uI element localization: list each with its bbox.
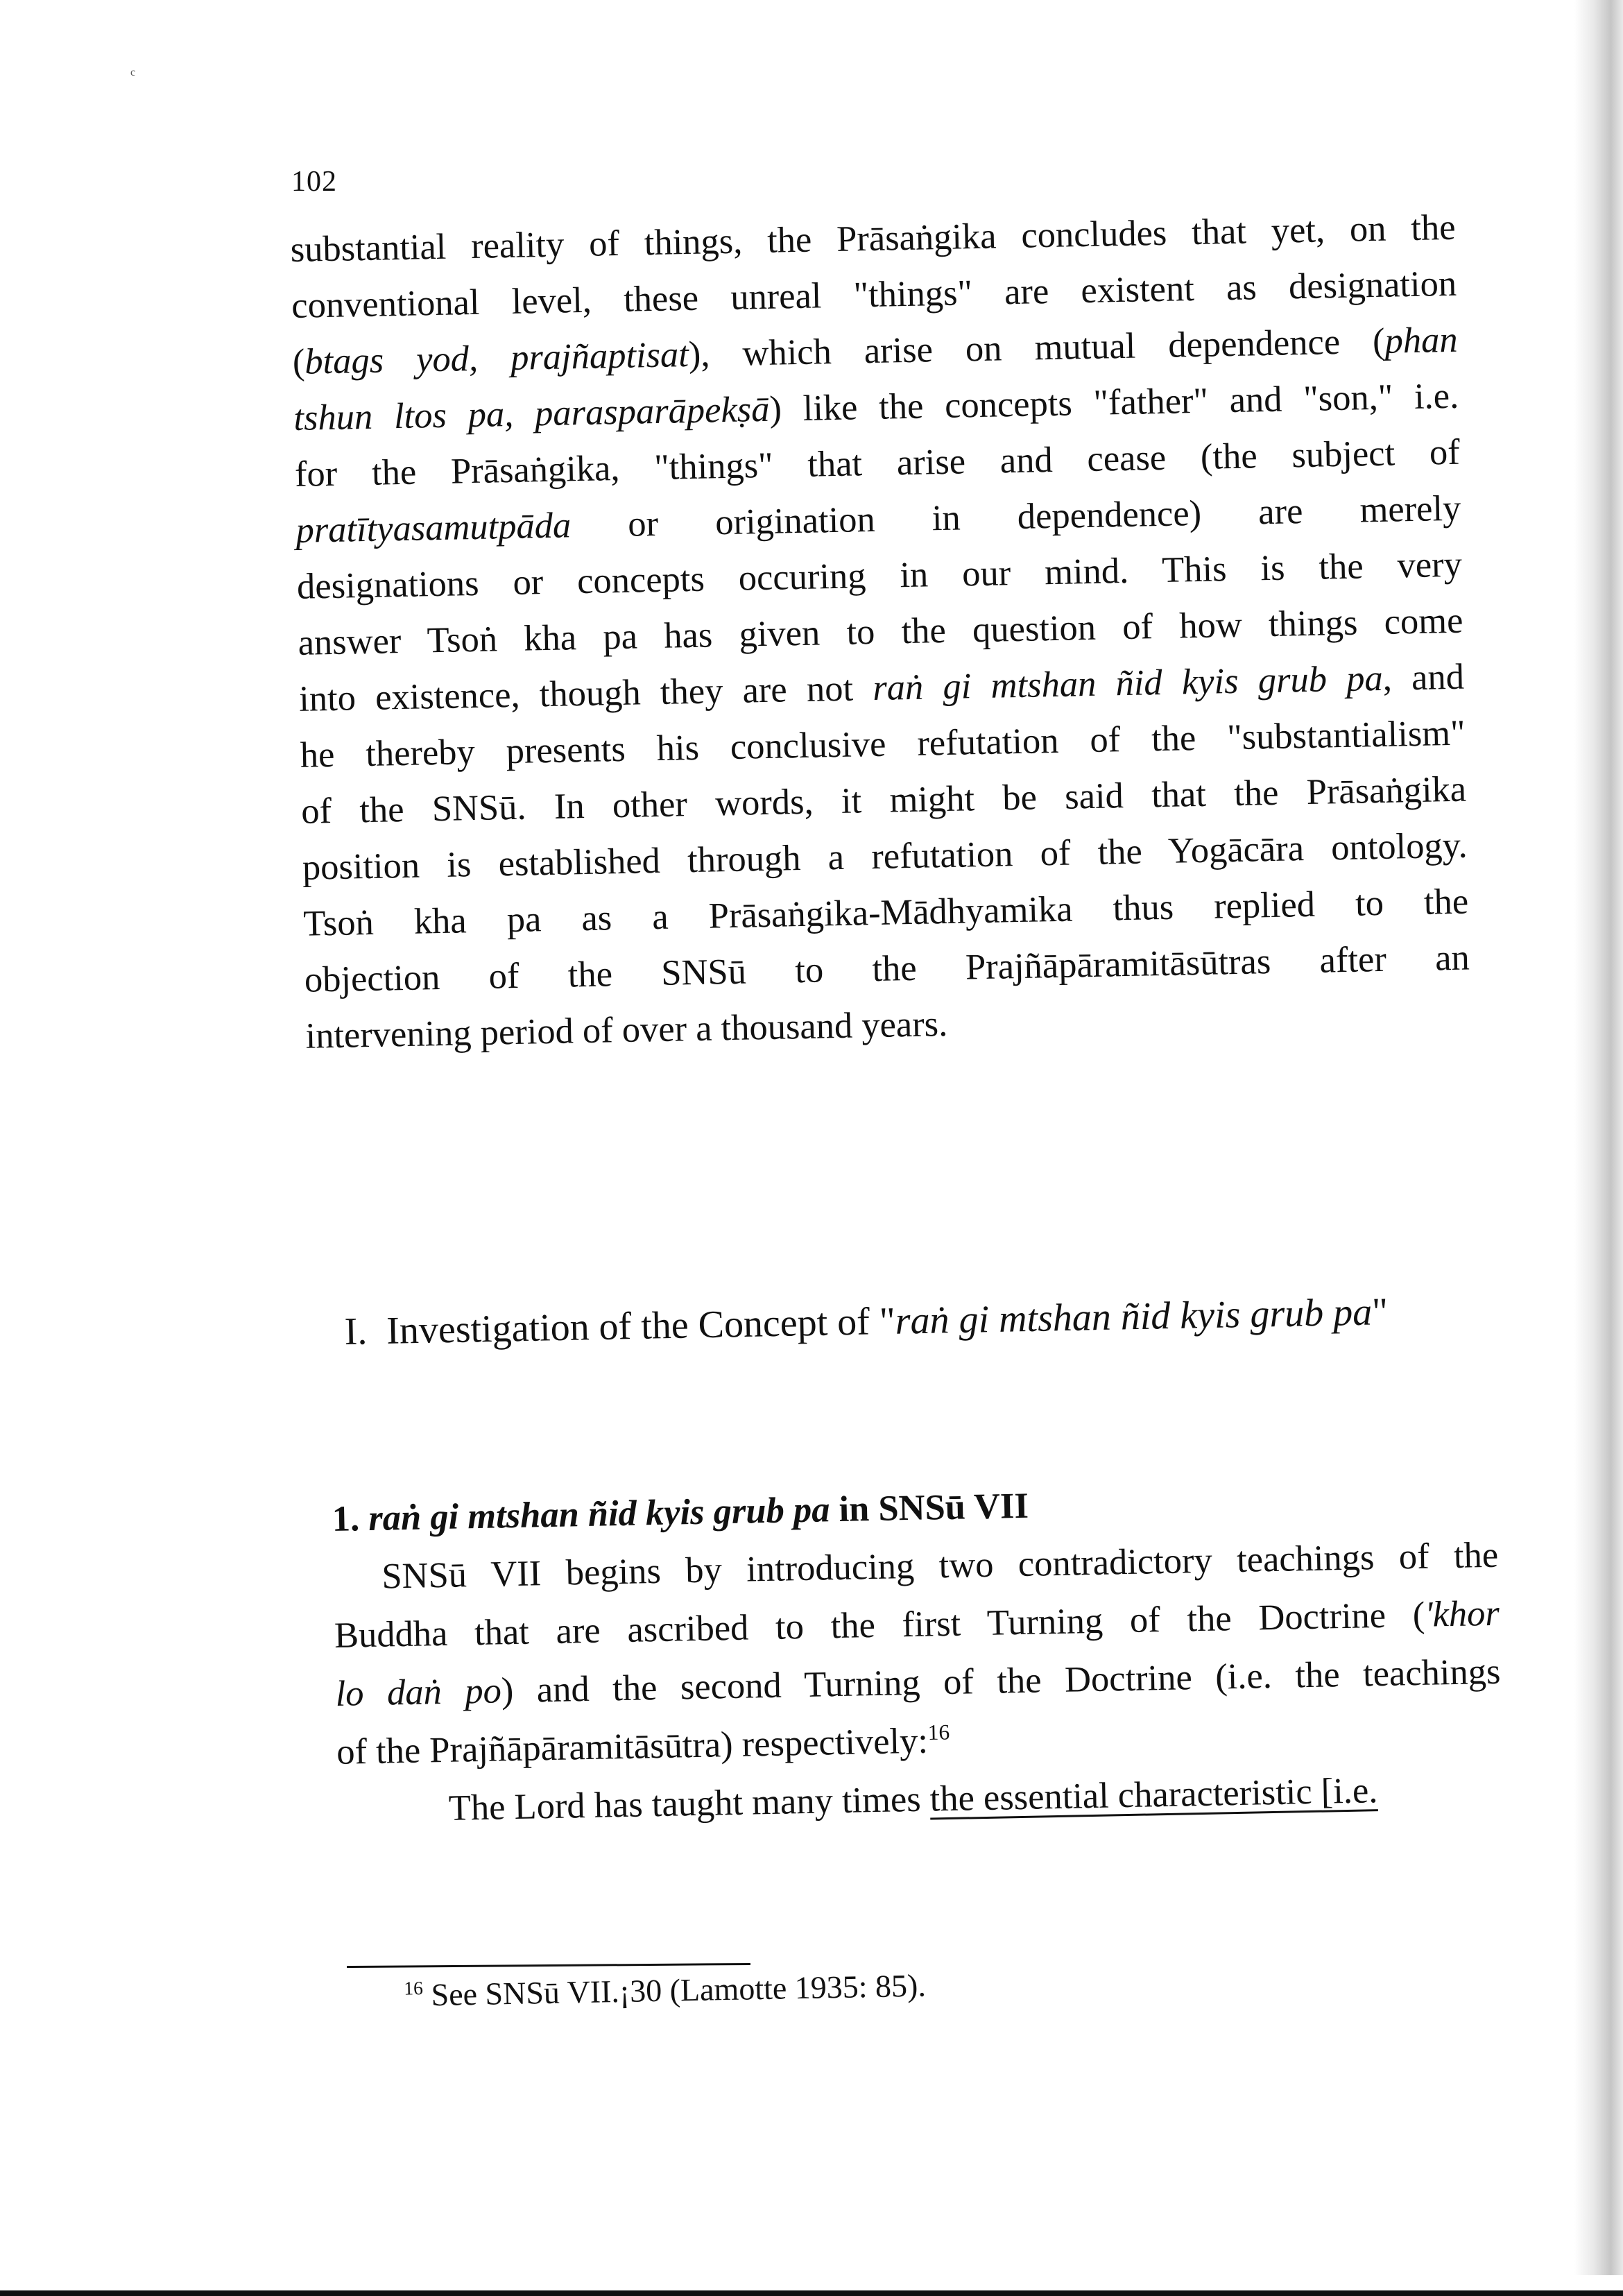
body-line: position is established through a refutation of the Yogācāra ontology. <box>302 825 1468 888</box>
body-line: he thereby presents his conclusive refutation of the "substantialism" <box>300 712 1466 776</box>
footnote-marker: 16 <box>404 1977 424 1999</box>
body-line: objection of the SNSū to the Prajñāpāramitāsūtras after an <box>304 937 1470 1000</box>
scan-mark: c <box>130 67 136 78</box>
body-line: for the Prāsaṅgika, "things" that arise and cease (the subject of <box>294 431 1461 495</box>
section-numeral: I. <box>344 1310 368 1353</box>
body-line: designations or concepts occuring in our mind. This is the very <box>296 544 1463 607</box>
scan-bottom-edge <box>0 2290 1623 2296</box>
underlined-phrase: the essential characteristic [i.e. <box>929 1770 1378 1819</box>
section-heading <box>344 1290 1389 1354</box>
subsection <box>332 1468 1503 1840</box>
scan-binding-shadow <box>1574 0 1623 2275</box>
footnote-reference[interactable]: 16 <box>927 1720 950 1745</box>
body-line: tshun ltos pa, parasparāpekṣā) like the concepts "father" and "son," i.e. <box>293 375 1459 438</box>
body-paragraph <box>290 200 1471 1065</box>
footnote <box>404 1967 926 2014</box>
section-title: Investigation of the Concept of "raṅ gi mtshan ñid kyis grub pa" <box>386 1290 1389 1353</box>
body-line: Buddha that are ascribed to the first Turning of the Doctrine ('khor <box>334 1593 1500 1656</box>
body-line: substantial reality of things, the Prāsaṅgika concludes that yet, on the <box>290 207 1457 270</box>
body-line: conventional level, these unreal "things" are existent as designation <box>291 263 1457 326</box>
subsection-heading: 1. raṅ gi mtshan ñid kyis grub pa in SNSū VII <box>332 1485 1029 1539</box>
footnote-divider <box>347 1963 750 1968</box>
body-line: lo daṅ po) and the second Turning of the Doctrine (i.e. the teachings <box>335 1651 1501 1714</box>
body-line: (btags yod, prajñaptisat), which arise on mutual dependence (phan <box>292 319 1459 382</box>
body-line: Tsoṅ kha pa as a Prāsaṅgika-Mādhyamika thus replied to the <box>302 881 1469 944</box>
body-line: answer Tsoṅ kha pa has given to the question of how things come <box>298 600 1463 663</box>
footnote-text: See SNSū VII.¡30 (Lamotte 1935: 85). <box>431 1967 927 2013</box>
body-line: into existence, though they are not raṅ gi mtshan ñid kyis grub pa, and <box>298 656 1465 719</box>
body-line: pratītyasamutpāda or origination in dependence) are merely <box>295 488 1461 551</box>
page-number: 102 <box>291 166 337 198</box>
body-line: SNSū VII begins by introducing two contradictory teachings of the <box>381 1534 1499 1597</box>
body-line: of the Prajñāpāramitāsūtra) respectively:$^{16}$ <box>336 1720 950 1772</box>
body-line: intervening period of over a thousand years. <box>304 1004 948 1056</box>
body-line: of the SNSū. In other words, it might be said that the Prāsaṅgika <box>300 769 1467 832</box>
quote-line: The Lord has taught many times the essential characteristic [i.e. <box>448 1770 1378 1828</box>
